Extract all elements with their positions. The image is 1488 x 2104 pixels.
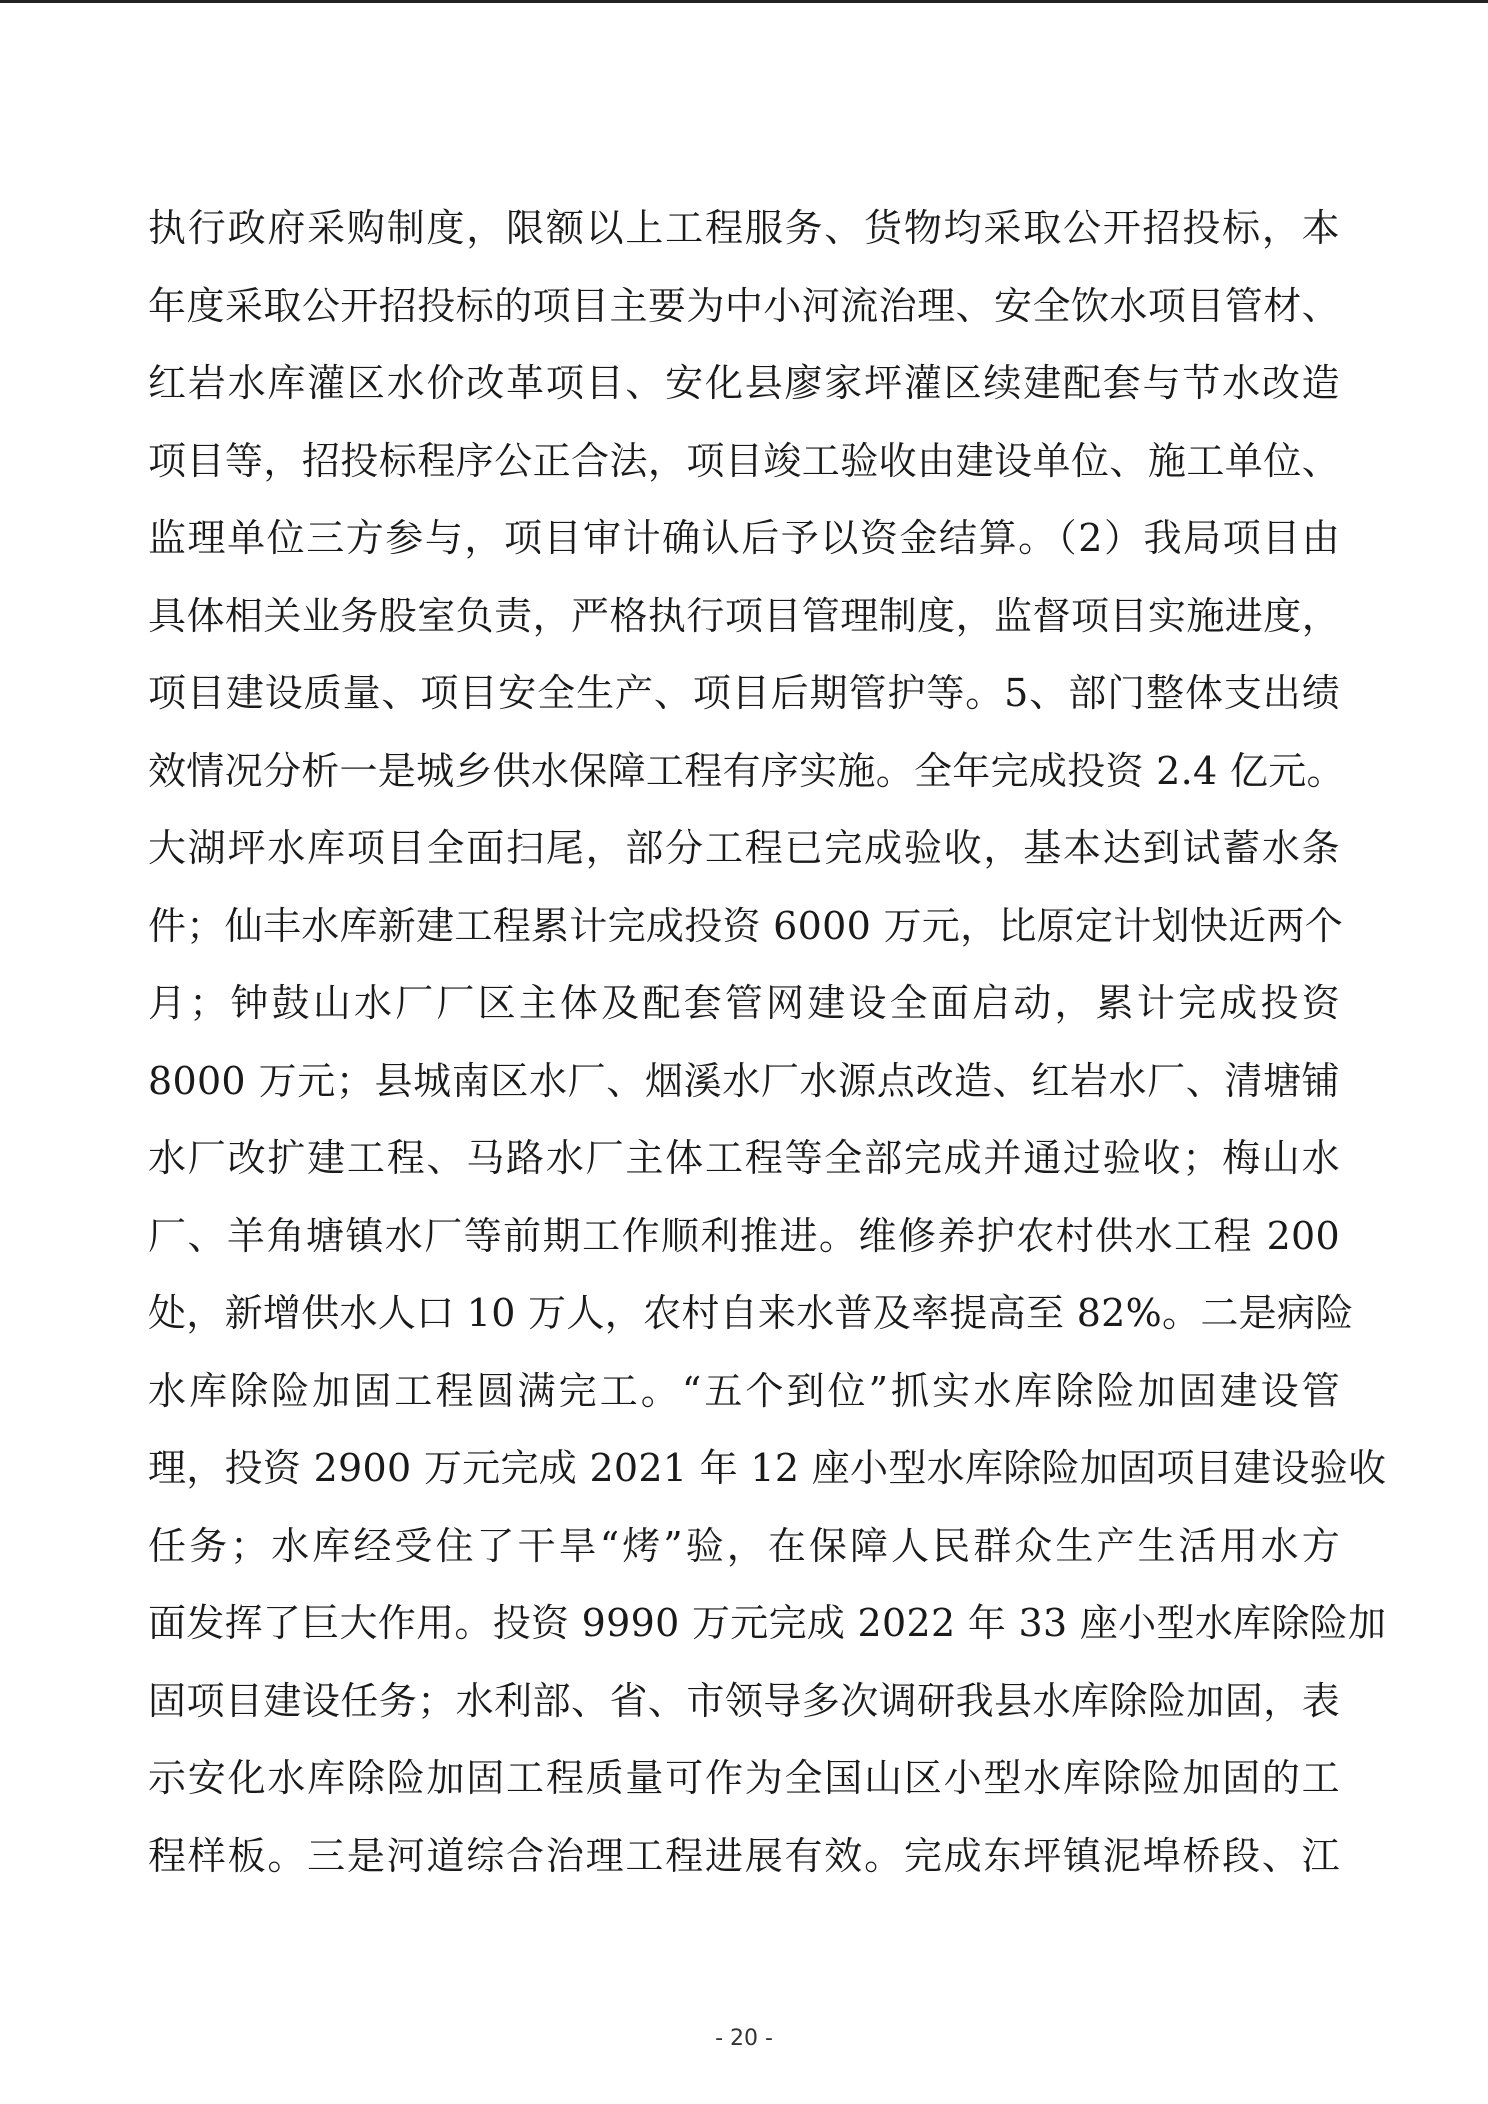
text-line: 面发挥了巨大作用。投资 9990 万元完成 2022 年 33 座小型水库除险加 (148, 1601, 1387, 1645)
document-body (148, 190, 1387, 1895)
text-line: 红岩水库灌区水价改革项目、安化县廖家坪灌区续建配套与节水改造 (148, 361, 1340, 405)
text-line: 水库除险加固工程圆满完工。“五个到位”抓实水库除险加固建设管 (148, 1368, 1340, 1413)
text-line: 效情况分析一是城乡供水保障工程有序实施。全年完成投资 2.4 亿元。 (148, 748, 1345, 793)
text-line: 监理单位三方参与，项目审计确认后予以资金结算。（2）我局项目由 (148, 516, 1340, 560)
text-line: 固项目建设任务；水利部、省、市领导多次调研我县水库除险加固，表 (148, 1678, 1340, 1723)
text-line: 月；钟鼓山水厂厂区主体及配套管网建设全面启动，累计完成投资 (148, 981, 1340, 1025)
text-line: 水厂改扩建工程、马路水厂主体工程等全部完成并通过验收；梅山水 (148, 1136, 1340, 1180)
text-line: 项目等，招投标程序公正合法，项目竣工验收由建设单位、施工单位、 (148, 438, 1340, 483)
text-line: 厂、羊角塘镇水厂等前期工作顺利推进。维修养护农村供水工程 200 (148, 1213, 1340, 1258)
text-line: 程样板。三是河道综合治理工程进展有效。完成东坪镇泥埠桥段、江 (148, 1833, 1340, 1878)
text-line: 处，新增供水人口 10 万人，农村自来水普及率提高至 82%。二是病险 (148, 1291, 1354, 1335)
text-line: 项目建设质量、项目安全生产、项目后期管护等。5、部门整体支出绩 (148, 671, 1340, 715)
text-line: 大湖坪水库项目全面扫尾，部分工程已完成验收，基本达到试蓄水条 (148, 826, 1340, 870)
text-line: 件；仙丰水库新建工程累计完成投资 6000 万元，比原定计划快近两个 (148, 903, 1344, 948)
page-number: - 20 - (715, 2026, 773, 2051)
top-border-rule (0, 0, 1488, 3)
text-line: 具体相关业务股室负责，严格执行项目管理制度，监督项目实施进度， (148, 593, 1340, 638)
text-line: 理，投资 2900 万元完成 2021 年 12 座小型水库除险加固项目建设验收 (148, 1446, 1387, 1490)
text-line: 8000 万元；县城南区水厂、烟溪水厂水源点改造、红岩水厂、清塘铺 (148, 1058, 1340, 1103)
text-line: 示安化水库除险加固工程质量可作为全国山区小型水库除险加固的工 (148, 1756, 1340, 1800)
text-line: 任务；水库经受住了干旱“烤”验，在保障人民群众生产生活用水方 (148, 1523, 1340, 1568)
text-line: 年度采取公开招投标的项目主要为中小河流治理、安全饮水项目管材、 (148, 283, 1340, 328)
text-line: 执行政府采购制度，限额以上工程服务、货物均采取公开招投标，本 (148, 206, 1340, 250)
